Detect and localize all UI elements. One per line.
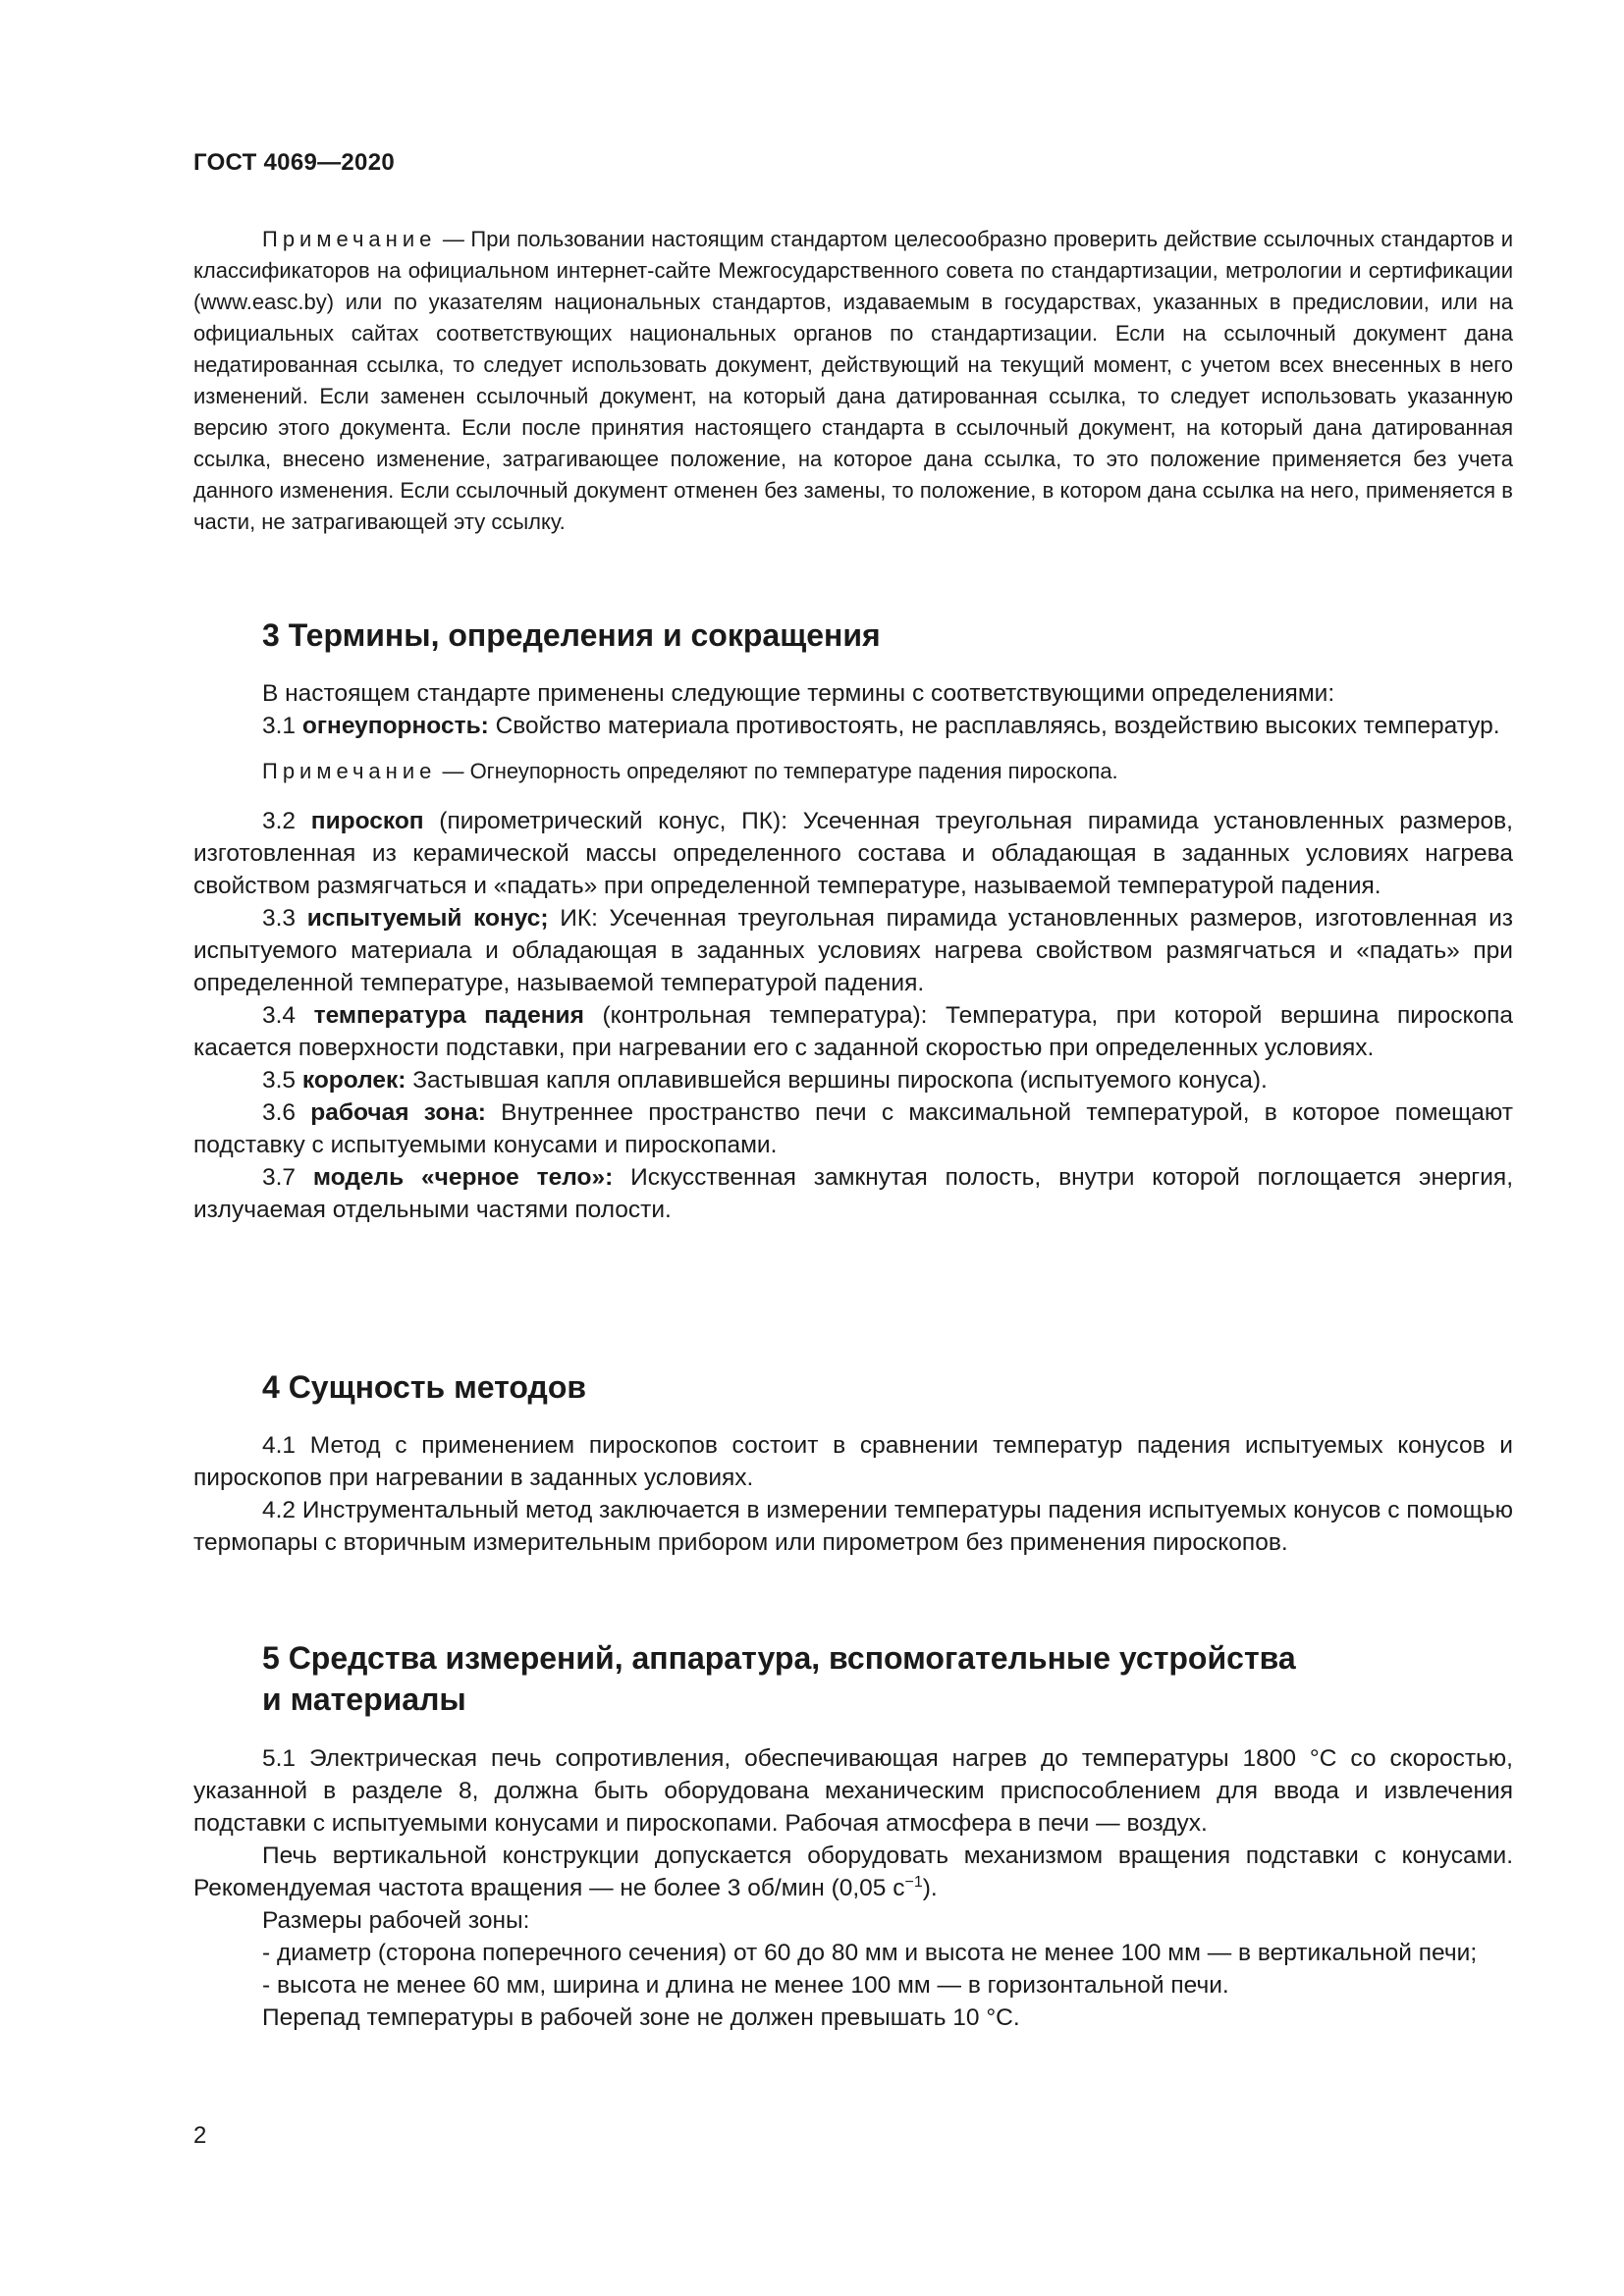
term-number: 3.4 xyxy=(262,1002,314,1029)
rotation-text-end: ). xyxy=(922,1875,938,1901)
paragraph-5-temperature-drop: Перепад температуры в рабочей зоне не должен превышать 10 °С. xyxy=(262,2004,1020,2031)
section-5-heading-block xyxy=(193,1637,1513,1720)
note-text: — Огнеупорность определяют по температуре падения пироскопа. xyxy=(436,759,1118,783)
section-3-heading-block xyxy=(193,614,1513,656)
note-text: — При пользовании настоящим стандартом целесообразно проверить действие ссылочных стандартов и классификаторов на официальном интернет-сайте Межгосударственного совета по стандартизации, метрологии и сертификации (www.easc.by) или по указателям национальных стандартов, издаваемым в государствах, указанных в предисловии, или на официальных сайтах соответствующих национальных органов по стандартизации. Если на ссылочный документ дана недатированная ссылка, то следует использовать документ, действующий на текущий момент, с учетом всех внесенных в него изменений. Если заменен ссылочный документ, на который дана датированная ссылка, то следует использовать указанную версию этого документа. Если после принятия настоящего стандарта в ссылочный документ, на который дана датированная ссылка, внесено изменение, затрагивающее положение, на которое дана ссылка, то это положение применяется без учета данного изменения. Если ссылочный документ отменен без замены, то положение, в котором дана ссылка на него, применяется в части, не затрагивающей эту ссылку. xyxy=(193,227,1513,534)
section-3-intro: В настоящем стандарте применены следующие термины с соответствующими определениями: xyxy=(262,680,1335,707)
term-definition: Свойство материала противостоять, не расплавляясь, воздействию высоких температур. xyxy=(488,713,1500,739)
term-name: огнеупорность: xyxy=(301,713,489,739)
term-3-5 xyxy=(193,1064,1513,1096)
term-3-2 xyxy=(193,805,1513,902)
term-3-1 xyxy=(193,710,1513,742)
document-header: ГОСТ 4069—2020 xyxy=(193,149,396,176)
paragraph-5-rotation xyxy=(193,1840,1513,1904)
term-definition: Искусственная замкнутая полость, внутри которой поглощается энергия, излучаемая отдельными частями полости. xyxy=(193,1164,1513,1223)
page-number: 2 xyxy=(193,2122,207,2149)
term-number: 3.3 xyxy=(262,905,307,932)
term-number: 3.2 xyxy=(262,808,311,834)
section-4-heading-block xyxy=(193,1366,1513,1408)
term-3-3 xyxy=(193,902,1513,999)
paragraph-5-zone-sizes: Размеры рабочей зоны: xyxy=(262,1907,530,1934)
term-3-7 xyxy=(193,1161,1513,1226)
section-5-heading-line-1: 5 Средства измерений, аппаратура, вспомогательные устройства xyxy=(262,1640,1296,1676)
term-name: испытуемый конус; xyxy=(306,905,549,932)
term-name: королек: xyxy=(301,1067,406,1094)
note-label: Примечание xyxy=(262,759,437,783)
term-name: пироскоп xyxy=(310,808,424,834)
list-item-horizontal: - высота не менее 60 мм, ширина и длина не менее 100 мм — в горизонтальной печи. xyxy=(262,1972,1229,1999)
term-definition: ИК: Усеченная треугольная пирамида установленных размеров, изготовленная из испытуемого материала и обладающая в заданных условиях нагрева свойством размягчаться и «падать» при определенной температуре, называемой температурой падения. xyxy=(193,905,1513,996)
term-number: 3.7 xyxy=(262,1164,313,1191)
term-definition: Застывшая капля оплавившейся вершины пироскопа (испытуемого конуса). xyxy=(406,1067,1268,1094)
list-item-vertical: - диаметр (сторона поперечного сечения) от 60 до 80 мм и высота не менее 100 мм — в вертикальной печи; xyxy=(262,1940,1478,1966)
term-number: 3.5 xyxy=(262,1067,302,1094)
term-definition: (контрольная температура): Температура, при которой вершина пироскопа касается поверхности подставки, при нагревании его с заданной скоростью при определенных условиях. xyxy=(193,1002,1514,1061)
note-label: Примечание xyxy=(262,227,437,251)
superscript: −1 xyxy=(904,1873,923,1891)
section-5-body xyxy=(193,1742,1513,2034)
section-5-heading-line-2: и материалы xyxy=(262,1682,466,1717)
term-number: 3.6 xyxy=(262,1099,311,1126)
section-3-heading: 3 Термины, определения и сокращения xyxy=(262,617,881,653)
term-definition: (пирометрический конус, ПК): Усеченная треугольная пирамида установленных размеров, изготовленная из керамической массы определенного состава и обладающая в заданных условиях нагрева свойством размягчаться и «падать» при определенной температуре, называемой температурой падения. xyxy=(193,808,1513,899)
section-3-body xyxy=(193,677,1513,1226)
section-4-heading: 4 Сущность методов xyxy=(262,1369,587,1405)
note-intro xyxy=(193,224,1513,538)
paragraph-5-1: 5.1 Электрическая печь сопротивления, обеспечивающая нагрев до температуры 1800 °С со скоростью, указанной в разделе 8, должна быть оборудована механическим приспособлением для ввода и извлечения подставки с испытуемыми конусами и пироскопами. Рабочая атмосфера в печи — воздух. xyxy=(193,1745,1513,1837)
term-name: температура падения xyxy=(313,1002,584,1029)
term-3-6 xyxy=(193,1096,1513,1161)
term-definition: Внутреннее пространство печи с максимальной температурой, в которое помещают подставку с испытуемыми конусами и пироскопами. xyxy=(193,1099,1513,1158)
paragraph-4-1: 4.1 Метод с применением пироскопов состоит в сравнении температур падения испытуемых конусов и пироскопов при нагревании в заданных условиях. xyxy=(193,1432,1513,1491)
rotation-text: Печь вертикальной конструкции допускается оборудовать механизмом вращения подставки с конусами. Рекомендуемая частота вращения — не более 3 об/мин (0,05 с xyxy=(193,1842,1513,1901)
term-name: рабочая зона: xyxy=(310,1099,486,1126)
section-4-body xyxy=(193,1429,1513,1559)
term-number: 3.1 xyxy=(262,713,302,739)
paragraph-4-2: 4.2 Инструментальный метод заключается в измерении температуры падения испытуемых конусов с помощью термопары с вторичным измерительным прибором или пирометром без применения пироскопов. xyxy=(193,1497,1513,1556)
term-3-4 xyxy=(193,999,1513,1064)
term-name: модель «черное тело»: xyxy=(312,1164,614,1191)
term-3-1-note xyxy=(193,756,1513,787)
